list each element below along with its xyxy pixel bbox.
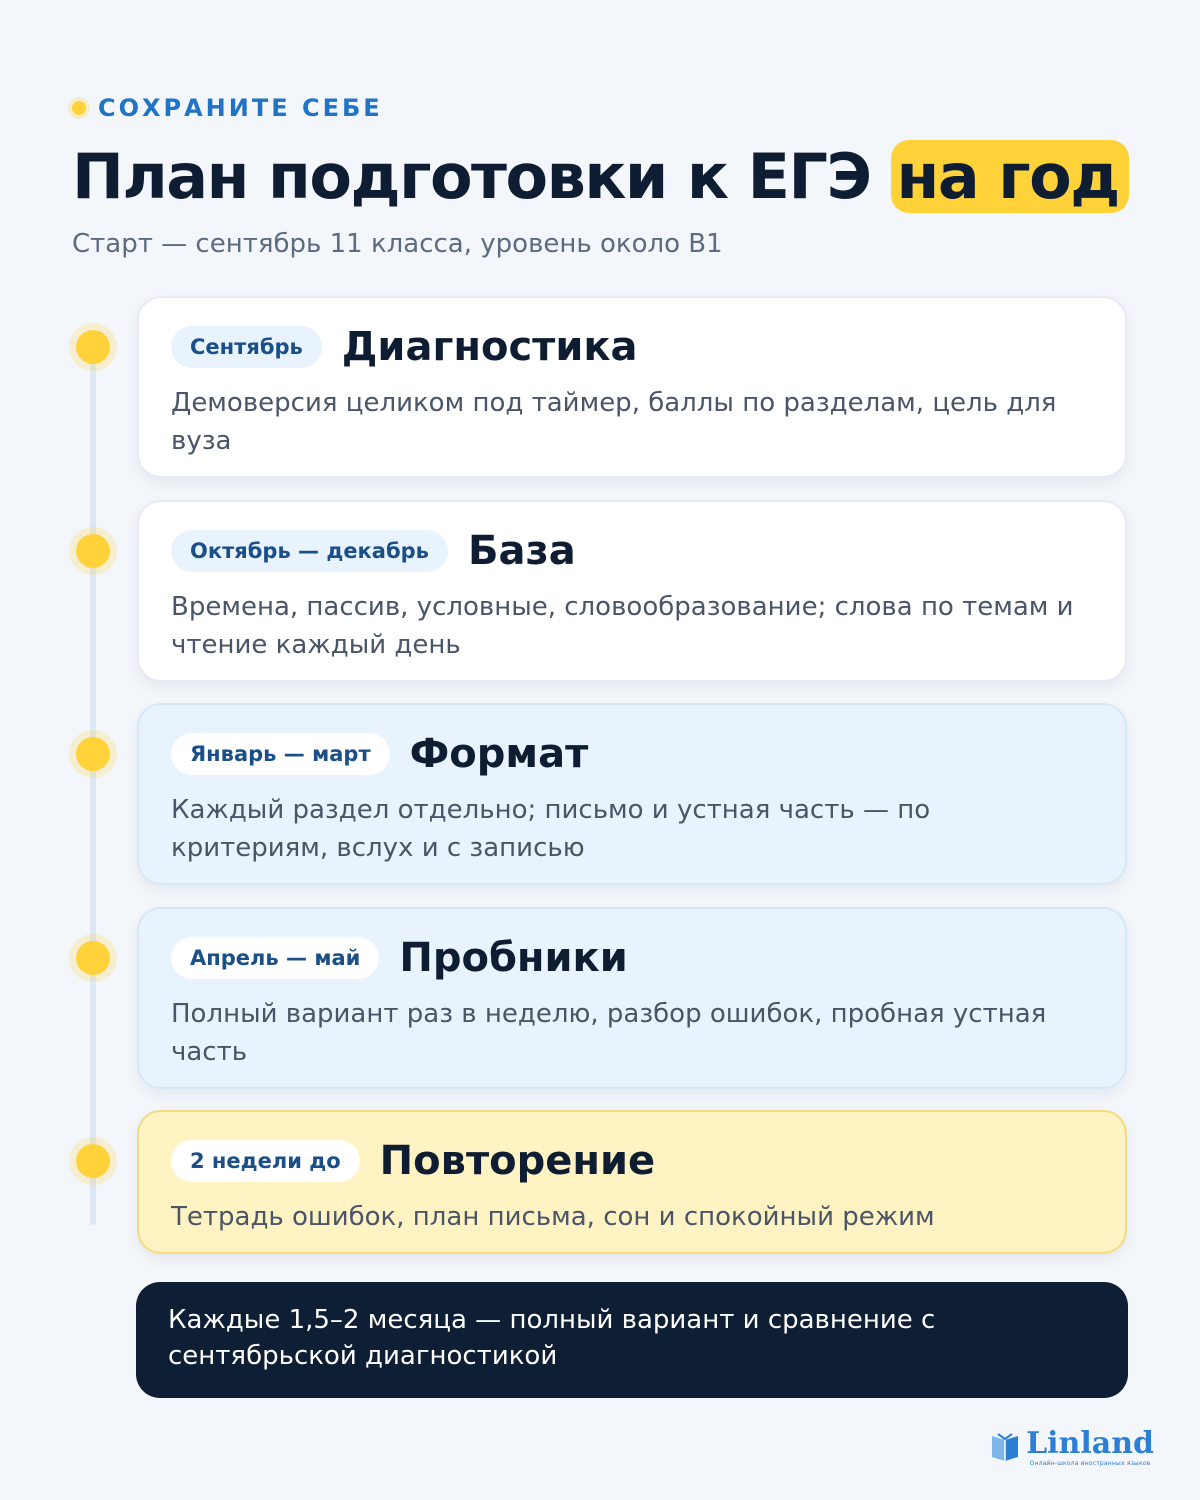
timeline-dot-icon: [76, 941, 110, 975]
timeline-dot-icon: [76, 737, 110, 771]
summary-note: Каждые 1,5–2 месяца — полный вариант и сравнение с сентябрьской диагностикой: [136, 1282, 1128, 1398]
eyebrow-label: СОХРАНИТЕ СЕБЕ: [98, 94, 383, 122]
step-description: Демоверсия целиком под таймер, баллы по разделам, цель для вуза: [171, 388, 1057, 456]
step-card-diagnostics: [137, 296, 1127, 478]
timeline-dot-icon: [76, 534, 110, 568]
eyebrow: [72, 94, 383, 122]
step-title: Формат: [409, 731, 589, 777]
book-logo-icon: [988, 1431, 1022, 1465]
timeline-dot-icon: [76, 330, 110, 364]
step-card-base: [137, 500, 1127, 682]
step-period-badge: Январь — март: [171, 733, 390, 775]
step-card-mock-tests: [137, 907, 1127, 1089]
step-period-badge: Октябрь — декабрь: [171, 530, 448, 572]
step-title: База: [467, 528, 576, 574]
step-description: Каждый раздел отдельно; письмо и устная часть — по критериям, вслух и с записью: [171, 795, 931, 863]
step-description: Полный вариант раз в неделю, разбор ошибок, пробная устная часть: [171, 999, 1047, 1067]
step-card-review: [137, 1110, 1127, 1254]
brand-name: Linland: [1026, 1426, 1154, 1461]
step-period-badge: Сентябрь: [171, 326, 322, 368]
timeline-line: [90, 345, 96, 1225]
title-highlight: на год: [891, 140, 1129, 213]
step-period-badge: 2 недели до: [171, 1140, 360, 1182]
step-card-format: [137, 703, 1127, 885]
step-title: Диагностика: [341, 324, 638, 370]
page-title: [72, 140, 1129, 213]
brand-logo: [988, 1428, 1154, 1468]
step-title: Пробники: [399, 935, 628, 981]
title-main: План подготовки к ЕГЭ: [72, 140, 891, 213]
step-description: Времена, пассив, условные, словообразование; слова по темам и чтение каждый день: [171, 592, 1074, 660]
timeline-dot-icon: [76, 1144, 110, 1178]
step-period-badge: Апрель — май: [171, 937, 379, 979]
step-title: Повторение: [379, 1138, 656, 1184]
brand-tagline: Онлайн-школа иностранных языков: [1029, 1460, 1151, 1467]
page-subtitle: Старт — сентябрь 11 класса, уровень около B1: [72, 229, 723, 259]
eyebrow-dot-icon: [72, 101, 86, 115]
step-description: Тетрадь ошибок, план письма, сон и спокойный режим: [171, 1202, 935, 1232]
